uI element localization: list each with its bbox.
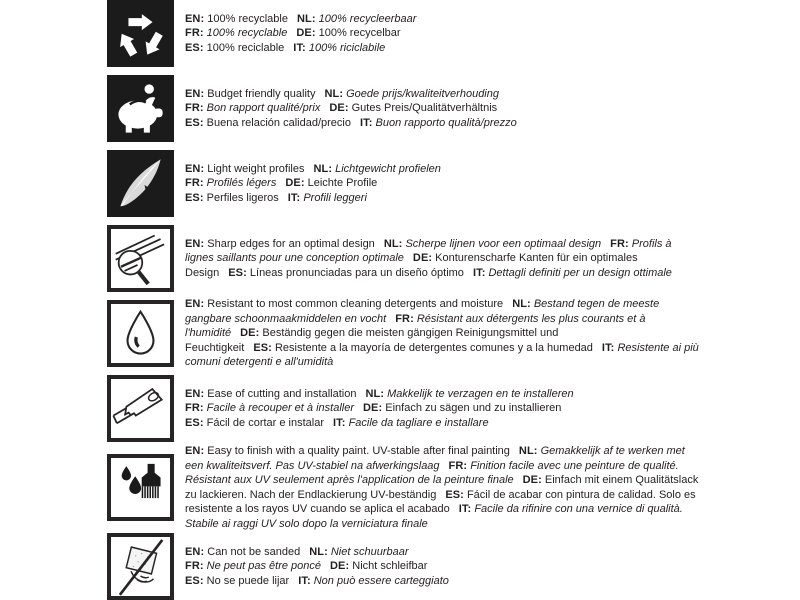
- feature-value: Lichtgewicht profielen: [335, 162, 441, 175]
- feature-value: Konturenscharfe Kanten für ein optimales Design: [185, 252, 638, 279]
- piggy-bank-icon: [107, 75, 174, 142]
- lang-pair-fr: [185, 560, 321, 572]
- lang-label: EN:: [185, 545, 205, 558]
- lang-pair-en: [185, 298, 503, 310]
- feature-value: Perfiles ligeros: [206, 191, 279, 204]
- lang-pair-it: [333, 417, 489, 429]
- lang-label: NL:: [309, 545, 328, 558]
- feature-value: Líneas pronunciadas para un diseño óptimo: [249, 266, 464, 279]
- lang-pair-nl: [324, 88, 499, 100]
- feature-text-recyclable: [185, 12, 701, 56]
- lang-pair-fr: [185, 102, 320, 114]
- lang-label: NL:: [365, 387, 385, 400]
- lang-pair-es: [185, 417, 324, 429]
- feature-text-no-sanding: [185, 545, 701, 589]
- lang-label: ES:: [228, 266, 247, 279]
- lang-pair-it: [298, 575, 449, 587]
- magnifier-edge-icon: [107, 225, 174, 292]
- lang-pair-it: [360, 117, 517, 129]
- feature-value: Makkelijk te verzagen en te installeren: [387, 387, 574, 400]
- feature-value: Gemakkelijk af te werken met een kwaliteitsverf. Pas UV-stabiel na afwerkingslaag: [185, 445, 685, 472]
- feature-text-sharp-edges: [185, 237, 701, 281]
- feature-value: Facile à recouper et à installer: [206, 402, 354, 415]
- lang-label: FR:: [185, 27, 204, 40]
- recycle-icon: [107, 0, 174, 67]
- lang-pair-es: [185, 117, 351, 129]
- feature-row-no-sanding: [107, 533, 732, 600]
- feature-value: Sharp edges for an optimal design: [207, 237, 375, 250]
- lang-label: NL:: [512, 298, 531, 311]
- no-sanding-icon: [107, 533, 174, 600]
- lang-pair-fr: [185, 402, 354, 414]
- feature-row-easy-finish-paint: [107, 445, 732, 530]
- feature-value: 100% recycleerbaar: [318, 12, 417, 25]
- lang-label: FR:: [448, 459, 468, 472]
- feature-row-easy-cutting: [107, 375, 732, 442]
- lang-pair-nl: [365, 388, 573, 400]
- feature-value: Light weight profiles: [207, 162, 305, 175]
- lang-pair-es: [185, 42, 284, 54]
- feature-value: Ease of cutting and installation: [207, 387, 357, 400]
- feature-text-detergent-resistant: [185, 297, 701, 370]
- lang-label: DE:: [412, 252, 433, 265]
- feature-value: 100% reciclable: [206, 41, 285, 54]
- lang-pair-fr: [185, 177, 276, 189]
- lang-label: ES:: [253, 341, 272, 354]
- lang-label: NL:: [324, 87, 344, 100]
- lang-label: IT:: [293, 41, 306, 54]
- lang-label: EN:: [185, 387, 205, 400]
- feature-row-light-weight: [107, 150, 732, 217]
- lang-label: DE:: [363, 402, 383, 415]
- lang-label: EN:: [185, 445, 205, 457]
- water-drop-icon: [107, 300, 174, 367]
- lang-label: DE:: [285, 177, 305, 190]
- feature-value: Resistente ai più comuni detergenti e all'umidità: [185, 341, 699, 369]
- lang-label: FR:: [185, 102, 204, 115]
- feature-value: 100% recyclable: [206, 27, 288, 40]
- lang-pair-de: [330, 560, 427, 572]
- lang-label: IT:: [359, 116, 373, 129]
- lang-label: IT:: [601, 341, 615, 354]
- lang-pair-de: [285, 177, 377, 189]
- lang-label: ES:: [185, 116, 204, 129]
- lang-label: NL:: [296, 12, 316, 25]
- lang-pair-nl: [384, 238, 601, 250]
- feature-value: Scherpe lijnen voor een optimaal design: [405, 237, 602, 250]
- feature-value: No se puede lijar: [206, 574, 290, 587]
- lang-label: DE:: [296, 27, 316, 40]
- feature-value: Bon rapport qualité/prix: [206, 102, 321, 115]
- lang-pair-it: [288, 192, 367, 204]
- lang-label: IT:: [287, 191, 301, 204]
- lang-label: DE:: [522, 474, 542, 486]
- feature-value: Niet schuurbaar: [330, 545, 409, 558]
- feature-value: Buena relación calidad/precio: [206, 116, 351, 129]
- lang-pair-en: [185, 445, 510, 457]
- lang-pair-es: [185, 575, 289, 587]
- feature-text-easy-cutting: [185, 387, 701, 431]
- lang-label: FR:: [185, 177, 204, 190]
- lang-label: IT:: [472, 266, 486, 279]
- lang-label: IT:: [333, 416, 346, 429]
- lang-pair-it: [293, 42, 385, 54]
- lang-label: DE:: [329, 102, 349, 115]
- lang-label: ES:: [185, 191, 204, 204]
- feature-value: Goede prijs/kwaliteitverhouding: [346, 87, 499, 100]
- feature-text-light-weight: [185, 162, 701, 206]
- lang-pair-es: [185, 192, 279, 204]
- feature-value: 100% recyclable: [207, 12, 288, 25]
- lang-pair-de: [296, 27, 400, 39]
- feature-value: Resistente a la mayoría de detergentes comunes y a la humedad: [274, 341, 593, 354]
- feature-value: 100% riciclabile: [308, 41, 386, 54]
- feature-value: Facile da rifinire con una vernice di qualità. Stabile ai raggi UV solo dopo la verniciatura finale: [185, 503, 683, 530]
- lang-label: EN:: [185, 298, 205, 311]
- feature-value: Can not be sanded: [207, 545, 301, 558]
- feature-value: Einfach zu sägen und zu installieren: [385, 402, 562, 415]
- lang-pair-de: [329, 102, 497, 114]
- lang-label: ES:: [445, 488, 464, 501]
- lang-pair-nl: [313, 163, 440, 175]
- lang-label: FR:: [185, 560, 204, 573]
- feature-value: Resistant to most common cleaning detergents and moisture: [207, 298, 504, 311]
- lang-label: FR:: [185, 402, 204, 415]
- lang-pair-de: [363, 402, 561, 414]
- lang-label: EN:: [185, 162, 205, 175]
- lang-pair-en: [185, 546, 300, 558]
- lang-pair-en: [185, 163, 304, 175]
- feature-value: Leichte Profile: [307, 177, 378, 190]
- lang-label: NL:: [313, 162, 333, 175]
- lang-pair-fr: [185, 27, 287, 39]
- lang-pair-en: [185, 13, 288, 25]
- lang-pair-en: [185, 238, 375, 250]
- feature-value: 100% recycelbar: [318, 27, 401, 40]
- feature-value: Finition facile avec une peinture de qualité. Résistant aux UV seulement après l'application de la peinture finale: [185, 459, 679, 486]
- lang-pair-es: [228, 267, 464, 279]
- lang-label: EN:: [185, 87, 205, 100]
- lang-label: ES:: [185, 416, 204, 429]
- feature-value: Profils à lignes saillants pour une conception optimale: [185, 237, 672, 265]
- feature-value: Easy to finish with a quality paint. UV-stable after final painting: [207, 445, 510, 457]
- feature-value: Non può essere carteggiato: [313, 574, 449, 587]
- lang-pair-es: [253, 342, 593, 354]
- feature-value: Fácil de cortar e instalar: [206, 416, 325, 429]
- lang-label: DE:: [240, 327, 260, 340]
- saw-icon: [107, 375, 174, 442]
- feature-value: Fácil de acabar con pintura de calidad. Solo es resistente a los rayos UV cuando se aplica el acabado: [185, 488, 696, 515]
- feature-value: Dettagli definiti per un design ottimale: [488, 266, 672, 279]
- lang-pair-nl: [309, 546, 408, 558]
- lang-pair-en: [185, 388, 356, 400]
- feature-value: Bestand tegen de meeste gangbare schoonmaakmiddelen en vocht: [185, 298, 660, 325]
- feature-row-budget-friendly: [107, 75, 732, 142]
- lang-label: EN:: [185, 237, 205, 250]
- feature-value: Budget friendly quality: [207, 87, 316, 100]
- feature-value: Facile da tagliare e installare: [348, 416, 489, 429]
- lang-label: IT:: [298, 574, 311, 587]
- feature-text-budget-friendly: [185, 87, 701, 131]
- feature-text-easy-finish-paint: [185, 444, 701, 531]
- feature-value: Buon rapporto qualità/prezzo: [375, 116, 517, 129]
- lang-label: EN:: [185, 12, 205, 25]
- feature-value: Profili leggeri: [303, 191, 367, 204]
- feature-value: Ne peut pas être poncé: [206, 560, 321, 573]
- feature-value: Profilés légers: [206, 177, 277, 190]
- feature-value: Gutes Preis/Qualitätverhältnis: [351, 102, 498, 115]
- feature-row-sharp-edges: [107, 225, 732, 292]
- lang-pair-it: [473, 267, 672, 279]
- lang-pair-en: [185, 88, 315, 100]
- lang-label: NL:: [518, 445, 538, 457]
- feature-value: Einfach mit einem Qualitätslack zu lackieren. Nach der Endlackierung UV-beständig: [185, 474, 699, 501]
- feature-row-detergent-resistant: [107, 300, 732, 367]
- lang-pair-nl: [297, 13, 416, 25]
- lang-label: FR:: [395, 312, 414, 325]
- feature-row-recyclable: [107, 0, 732, 67]
- feature-value: Résistant aux détergents les plus courants et à l'humidité: [185, 312, 646, 340]
- feature-value: Nicht schleifbar: [352, 560, 428, 573]
- lang-label: FR:: [610, 237, 629, 250]
- lang-label: NL:: [383, 237, 403, 250]
- feature-value: Beständig gegen die meisten gängigen Reinigungsmittel und Feuchtigkeit: [185, 327, 559, 354]
- lang-label: IT:: [458, 503, 472, 515]
- feather-icon: [107, 150, 174, 217]
- paint-brush-icon: [107, 454, 174, 521]
- lang-label: DE:: [330, 560, 350, 573]
- product-feature-sheet: [107, 0, 732, 600]
- lang-label: ES:: [185, 574, 204, 587]
- lang-label: ES:: [185, 41, 204, 54]
